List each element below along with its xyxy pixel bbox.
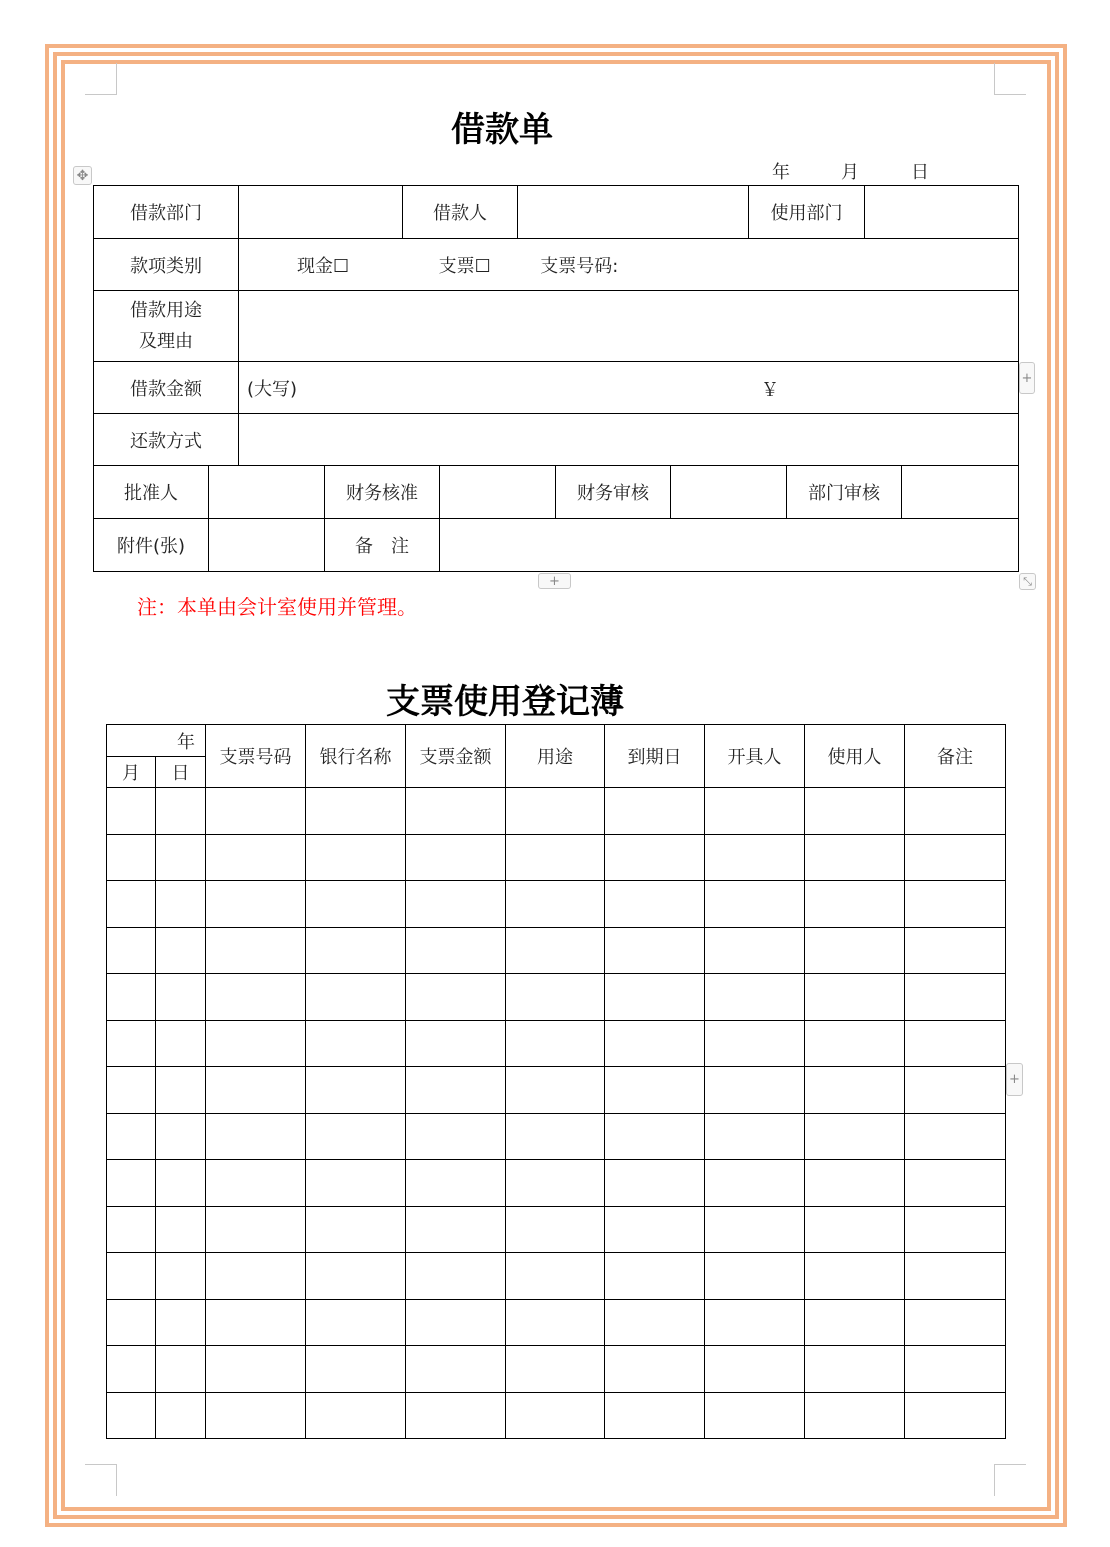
row-category (94, 239, 1019, 291)
crop-mark-bottom-right (994, 1464, 1026, 1496)
register-cell[interactable] (206, 1206, 306, 1253)
register-cell[interactable] (805, 1160, 905, 1207)
register-cell[interactable] (605, 1299, 705, 1346)
register-cell[interactable] (306, 1392, 406, 1439)
crop-mark-top-right (994, 63, 1026, 95)
crop-mark-top-left (85, 63, 117, 95)
register-cell[interactable] (406, 1020, 506, 1067)
register-cell[interactable] (506, 881, 605, 928)
register-cell[interactable] (206, 1113, 306, 1160)
register-cell[interactable] (406, 1206, 506, 1253)
register-cell[interactable] (506, 1020, 605, 1067)
register-row (107, 881, 1006, 928)
register-cell[interactable] (506, 1346, 605, 1393)
register-cell[interactable] (107, 834, 156, 881)
header-cheque-amount: 支票金额 (406, 725, 506, 788)
register-cell[interactable] (605, 1160, 705, 1207)
register-row (107, 1160, 1006, 1207)
register-cell[interactable] (107, 881, 156, 928)
loan-form-title: 借款单 (451, 110, 553, 150)
register-cell[interactable] (805, 1020, 905, 1067)
register-cell[interactable] (306, 927, 406, 974)
row-attachments (94, 519, 1019, 572)
register-cell[interactable] (107, 1160, 156, 1207)
header-due-date: 到期日 (605, 725, 705, 788)
register-cell[interactable] (206, 1299, 306, 1346)
header-bank-name: 银行名称 (306, 725, 406, 788)
register-row (107, 974, 1006, 1021)
date-day: 日 (911, 162, 929, 183)
currency-symbol: ￥ (761, 380, 779, 401)
use-dept-label: 使用部门 (749, 186, 865, 239)
register-cell[interactable] (156, 881, 206, 928)
cash-checkbox[interactable]: 现金☐ (297, 255, 350, 277)
register-cell[interactable] (506, 974, 605, 1021)
cheque-register-table (106, 724, 1006, 1439)
register-row (107, 1020, 1006, 1067)
register-cell[interactable] (406, 1346, 506, 1393)
register-cell[interactable] (805, 881, 905, 928)
register-cell[interactable] (206, 1067, 306, 1114)
register-cell[interactable] (905, 881, 1006, 928)
register-cell[interactable] (156, 1113, 206, 1160)
register-cell[interactable] (805, 927, 905, 974)
register-cell[interactable] (805, 1067, 905, 1114)
register-cell[interactable] (206, 881, 306, 928)
register-cell[interactable] (306, 1113, 406, 1160)
attachments-label: 附件(张) (94, 519, 209, 572)
header-issuer: 开具人 (705, 725, 805, 788)
register-cell[interactable] (605, 1392, 705, 1439)
register-cell[interactable] (905, 1253, 1006, 1300)
register-cell[interactable] (156, 788, 206, 835)
header-row-top (107, 725, 1006, 757)
register-cell[interactable] (156, 927, 206, 974)
register-cell[interactable] (506, 788, 605, 835)
row-approvals (94, 466, 1019, 519)
row-repay (94, 414, 1019, 466)
register-cell[interactable] (506, 1392, 605, 1439)
loan-form-approvals-table (93, 465, 1019, 572)
register-cell[interactable] (107, 974, 156, 1021)
register-cell[interactable] (107, 1299, 156, 1346)
register-cell[interactable] (705, 1299, 805, 1346)
remarks-label: 备 注 (325, 519, 440, 572)
borrower-label: 借款人 (403, 186, 518, 239)
register-body (107, 788, 1006, 1439)
register-cell[interactable] (206, 1160, 306, 1207)
register-cell[interactable] (206, 1346, 306, 1393)
register-cell[interactable] (156, 1206, 206, 1253)
cheque-register-title: 支票使用登记薄 (386, 682, 624, 722)
finance-approve-label: 财务核准 (325, 466, 440, 519)
add-column-button[interactable]: + (1019, 362, 1035, 394)
register-cell[interactable] (805, 1392, 905, 1439)
register-cell[interactable] (605, 1206, 705, 1253)
register-cell[interactable] (905, 1067, 1006, 1114)
header-day: 日 (156, 757, 206, 788)
register-cell[interactable] (905, 788, 1006, 835)
dept-review-input[interactable] (902, 466, 1019, 519)
register-cell[interactable] (605, 834, 705, 881)
register-cell[interactable] (406, 927, 506, 974)
register-cell[interactable] (206, 1392, 306, 1439)
header-year: 年 (107, 725, 206, 757)
register-cell[interactable] (705, 1067, 805, 1114)
register-cell[interactable] (406, 1392, 506, 1439)
register-cell[interactable] (306, 1206, 406, 1253)
register-cell[interactable] (705, 1020, 805, 1067)
header-user: 使用人 (805, 725, 905, 788)
register-cell[interactable] (406, 1067, 506, 1114)
finance-review-input[interactable] (671, 466, 787, 519)
approver-label: 批准人 (94, 466, 209, 519)
register-cell[interactable] (406, 1253, 506, 1300)
management-note: 注：本单由会计室使用并管理。 (137, 595, 417, 619)
register-cell[interactable] (506, 927, 605, 974)
register-cell[interactable] (506, 834, 605, 881)
register-cell[interactable] (605, 1346, 705, 1393)
register-cell[interactable] (805, 1299, 905, 1346)
register-cell[interactable] (705, 1392, 805, 1439)
register-cell[interactable] (705, 1113, 805, 1160)
register-cell[interactable] (156, 1346, 206, 1393)
register-cell[interactable] (156, 1067, 206, 1114)
register-cell[interactable] (705, 974, 805, 1021)
register-row (107, 1392, 1006, 1439)
dept-label: 借款部门 (94, 186, 239, 239)
register-cell[interactable] (206, 927, 306, 974)
cheque-number-label: 支票号码: (540, 255, 619, 277)
register-cell[interactable] (506, 1067, 605, 1114)
register-cell[interactable] (905, 1160, 1006, 1207)
register-cell[interactable] (805, 1206, 905, 1253)
amount-input[interactable] (239, 362, 1019, 414)
loan-form-table (93, 185, 1019, 466)
table-resize-icon[interactable]: ⤡ (1019, 573, 1036, 590)
register-cell[interactable] (705, 1253, 805, 1300)
register-cell[interactable] (406, 974, 506, 1021)
register-cell[interactable] (406, 1160, 506, 1207)
register-cell[interactable] (905, 834, 1006, 881)
register-row (107, 834, 1006, 881)
borrower-input[interactable] (518, 186, 749, 239)
remarks-input[interactable] (440, 519, 1019, 572)
register-cell[interactable] (107, 1020, 156, 1067)
register-row (107, 1113, 1006, 1160)
date-year: 年 (772, 162, 790, 183)
register-cell[interactable] (905, 1392, 1006, 1439)
register-cell[interactable] (107, 1346, 156, 1393)
register-cell[interactable] (206, 1253, 306, 1300)
register-cell[interactable] (605, 881, 705, 928)
register-cell[interactable] (605, 1067, 705, 1114)
register-cell[interactable] (905, 1113, 1006, 1160)
row-amount (94, 362, 1019, 414)
register-cell[interactable] (905, 1346, 1006, 1393)
attachments-input[interactable] (209, 519, 325, 572)
register-cell[interactable] (206, 1020, 306, 1067)
register-cell[interactable] (107, 1113, 156, 1160)
register-cell[interactable] (605, 1113, 705, 1160)
register-cell[interactable] (506, 1206, 605, 1253)
register-cell[interactable] (705, 1160, 805, 1207)
register-cell[interactable] (306, 788, 406, 835)
register-cell[interactable] (156, 1253, 206, 1300)
register-cell[interactable] (605, 1253, 705, 1300)
register-cell[interactable] (705, 927, 805, 974)
register-cell[interactable] (705, 881, 805, 928)
repay-label: 还款方式 (94, 414, 239, 466)
register-cell[interactable] (206, 974, 306, 1021)
register-row (107, 927, 1006, 974)
register-row (107, 1299, 1006, 1346)
register-cell[interactable] (805, 1253, 905, 1300)
register-cell[interactable] (406, 881, 506, 928)
register-cell[interactable] (306, 1160, 406, 1207)
register-cell[interactable] (206, 834, 306, 881)
register-cell[interactable] (905, 974, 1006, 1021)
register-cell[interactable] (705, 1346, 805, 1393)
header-purpose: 用途 (506, 725, 605, 788)
register-cell[interactable] (605, 788, 705, 835)
register-cell[interactable] (506, 1160, 605, 1207)
header-cheque-number: 支票号码 (206, 725, 306, 788)
register-cell[interactable] (905, 1020, 1006, 1067)
category-label: 款项类别 (94, 239, 239, 291)
add-row-button[interactable]: + (538, 573, 571, 589)
register-cell[interactable] (406, 1113, 506, 1160)
use-dept-input[interactable] (865, 186, 1019, 239)
register-cell[interactable] (805, 1113, 905, 1160)
register-cell[interactable] (905, 1299, 1006, 1346)
dept-review-label: 部门审核 (787, 466, 902, 519)
register-cell[interactable] (605, 974, 705, 1021)
register-cell[interactable] (905, 1206, 1006, 1253)
register-cell[interactable] (306, 1020, 406, 1067)
register-cell[interactable] (156, 834, 206, 881)
date-month: 月 (841, 162, 859, 183)
finance-approve-input[interactable] (440, 466, 556, 519)
register-cell[interactable] (705, 788, 805, 835)
purpose-label: 借款用途 及理由 (94, 291, 239, 362)
register-cell[interactable] (506, 1253, 605, 1300)
register-row (107, 788, 1006, 835)
register-cell[interactable] (306, 834, 406, 881)
register-cell[interactable] (107, 927, 156, 974)
approver-input[interactable] (209, 466, 325, 519)
register-row (107, 1253, 1006, 1300)
register-cell[interactable] (306, 1346, 406, 1393)
register-cell[interactable] (406, 1299, 506, 1346)
register-cell[interactable] (306, 974, 406, 1021)
register-cell[interactable] (156, 1392, 206, 1439)
finance-review-label: 财务审核 (556, 466, 671, 519)
register-cell[interactable] (156, 1020, 206, 1067)
register-cell[interactable] (306, 1067, 406, 1114)
table-move-handle-icon[interactable]: ✥ (73, 166, 92, 185)
register-cell[interactable] (605, 927, 705, 974)
register-row (107, 1067, 1006, 1114)
register-cell[interactable] (107, 1253, 156, 1300)
register-cell[interactable] (805, 974, 905, 1021)
register-cell[interactable] (306, 881, 406, 928)
register-cell[interactable] (805, 834, 905, 881)
register-cell[interactable] (406, 788, 506, 835)
register-cell[interactable] (905, 927, 1006, 974)
register-cell[interactable] (107, 1206, 156, 1253)
register-row (107, 1206, 1006, 1253)
cheque-checkbox[interactable]: 支票☐ (438, 255, 491, 277)
register-cell[interactable] (805, 788, 905, 835)
register-cell[interactable] (156, 974, 206, 1021)
register-cell[interactable] (705, 834, 805, 881)
register-cell[interactable] (107, 1392, 156, 1439)
category-options (239, 239, 1019, 291)
register-cell[interactable] (506, 1299, 605, 1346)
register-cell[interactable] (156, 1299, 206, 1346)
register-row (107, 1346, 1006, 1393)
register-cell[interactable] (705, 1206, 805, 1253)
add-column-button-register[interactable]: + (1006, 1063, 1023, 1096)
register-cell[interactable] (156, 1160, 206, 1207)
register-cell[interactable] (306, 1299, 406, 1346)
purpose-input[interactable] (239, 291, 1019, 362)
repay-input[interactable] (239, 414, 1019, 466)
register-cell[interactable] (506, 1113, 605, 1160)
register-cell[interactable] (306, 1253, 406, 1300)
row-department (94, 186, 1019, 239)
register-cell[interactable] (206, 788, 306, 835)
crop-mark-bottom-left (85, 1464, 117, 1496)
register-cell[interactable] (107, 1067, 156, 1114)
register-cell[interactable] (805, 1346, 905, 1393)
amount-label: 借款金额 (94, 362, 239, 414)
register-cell[interactable] (107, 788, 156, 835)
row-purpose (94, 291, 1019, 362)
dept-input[interactable] (239, 186, 403, 239)
header-remarks: 备注 (905, 725, 1006, 788)
header-month: 月 (107, 757, 156, 788)
register-cell[interactable] (406, 834, 506, 881)
amount-words-prefix: (大写) (247, 378, 298, 400)
register-cell[interactable] (605, 1020, 705, 1067)
